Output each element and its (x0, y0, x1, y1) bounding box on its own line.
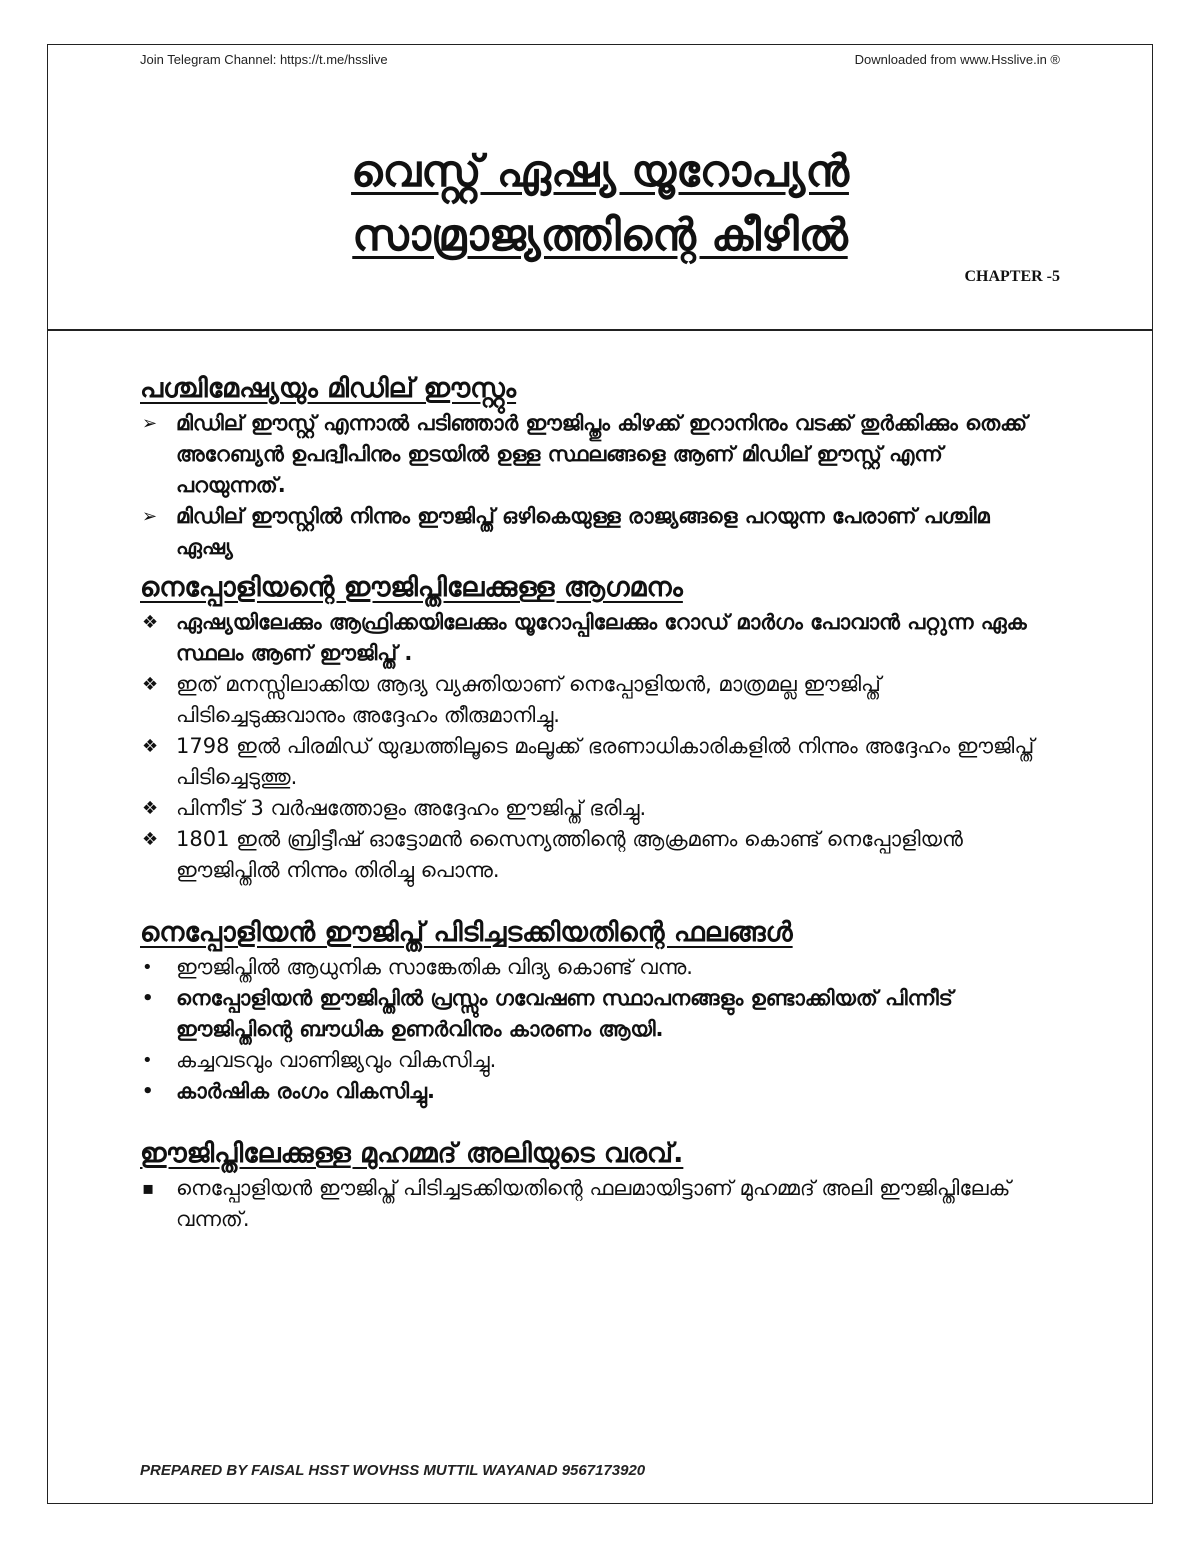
arrow-bullet-icon: ➢ (142, 413, 158, 434)
diamond-bullet-icon: ❖ (142, 674, 159, 695)
section-list-west-asia (140, 408, 1040, 563)
section-list-napoleon-results (140, 952, 1040, 1107)
dot-bullet-icon: • (142, 1050, 153, 1071)
list-item: ❖ ഏഷ്യയിലേക്കും ആഫ്രിക്കയിലേക്കും യൂറോപ്പിലേക്കും റോഡ് മാർഗം പോവാൻ പറ്റുന്ന ഏക സ്ഥലം ആണ് ഈജിപ്ത് . (140, 607, 1040, 669)
chapter-label: CHAPTER -5 (964, 268, 1060, 285)
arrow-bullet-icon: ➢ (142, 506, 158, 527)
section-list-napoleon-arrival (140, 607, 1040, 886)
list-item: ➢ മിഡില് ഈസ്റ്റിൽ നിന്നും ഈജിപ്ത് ഒഴികെയുള്ള രാജ്യങ്ങളെ പറയുന്ന പേരാണ് പശ്ചിമ ഏഷ്യ (140, 501, 1040, 563)
title-line-2: സാമ്രാജ്യത്തിന്റെ കീഴിൽ (352, 210, 848, 261)
list-item: ➢ മിഡില് ഈസ്റ്റ് എന്നാൽ പടിഞ്ഞാർ ഈജിപ്തും കിഴക്ക് ഇറാനിനും വടക്ക് തുർക്കിക്കും തെക്ക് അറേബ്യൻ ഉപദ്വീപിനും ഇടയിൽ ഉള്ള സ്ഥലങ്ങളെ ആണ് മിഡില് ഈസ്റ്റ് എന്ന് പറയുന്നത്. (140, 408, 1040, 501)
list-item: • കാർഷിക രംഗം വികസിച്ചു. (140, 1076, 1040, 1107)
document-body (140, 370, 1040, 1235)
list-item: • കച്ചവടവും വാണിജ്യവും വികസിച്ചു. (140, 1045, 1040, 1076)
dot-bullet-icon: • (142, 988, 154, 1009)
title-line-1: വെസ്റ്റ് ഏഷ്യ യൂറോപ്യൻ (351, 146, 849, 197)
section-heading-muhammad-ali: ഈജിപ്തിലേക്കുള്ള മുഹമ്മദ് അലിയുടെ വരവ്. (140, 1138, 684, 1169)
download-source-text: Downloaded from www.Hsslive.in ® (854, 52, 1060, 67)
section-list-muhammad-ali (140, 1173, 1040, 1235)
page-title (100, 140, 1100, 268)
list-item: ❖ 1798 ഇൽ പിരമിഡ് യുദ്ധത്തിലൂടെ മംലൂക്ക് ഭരണാധികാരികളിൽ നിന്നും അദ്ദേഹം ഈജിപ്ത് പിടിച്ചെടുത്തു. (140, 731, 1040, 793)
section-heading-napoleon-arrival: നെപ്പോളിയന്റെ ഈജിപ്തിലേക്കുള്ള ആഗമനം (140, 572, 683, 603)
telegram-channel-text: Join Telegram Channel: https://t.me/hsslive (140, 52, 388, 67)
prepared-by-footer: PREPARED BY FAISAL HSST WOVHSS MUTTIL WAYANAD 9567173920 (140, 1462, 646, 1479)
diamond-bullet-icon: ❖ (142, 829, 159, 850)
list-item: ▪ നെപ്പോളിയൻ ഈജിപ്ത് പിടിച്ചടക്കിയതിന്റെ ഫലമായിട്ടാണ് മുഹമ്മദ് അലി ഈജിപ്തിലേക് വന്നത്. (140, 1173, 1040, 1235)
diamond-bullet-icon: ❖ (142, 736, 159, 757)
list-item: ❖ 1801 ഇൽ ബ്രിട്ടീഷ് ഓട്ടോമൻ സൈന്യത്തിന്റെ ആക്രമണം കൊണ്ട് നെപ്പോളിയൻ ഈജിപ്തിൽ നിന്നും തിരിച്ചു പൊന്നു. (140, 824, 1040, 886)
dot-bullet-icon: • (142, 957, 153, 978)
diamond-bullet-icon: ❖ (142, 798, 159, 819)
section-heading-west-asia: പശ്ചിമേഷ്യയും മിഡില് ഈസ്റ്റും (140, 373, 517, 404)
list-item: • നെപ്പോളിയൻ ഈജിപ്തിൽ പ്രസ്സും ഗവേഷണ സ്ഥാപനങ്ങളും ഉണ്ടാക്കിയത് പിന്നീട് ഈജിപ്തിന്റെ ബൗധിക ഉണർവിനും കാരണം ആയി. (140, 983, 1040, 1045)
list-item: ❖ ഇത് മനസ്സിലാക്കിയ ആദ്യ വ്യക്തിയാണ് നെപ്പോളിയൻ, മാത്രമല്ല ഈജിപ്ത് പിടിച്ചെടുക്കുവാനും അദ്ദേഹം തീരുമാനിച്ചു. (140, 669, 1040, 731)
square-bullet-icon: ▪ (142, 1178, 155, 1199)
section-heading-napoleon-results: നെപ്പോളിയൻ ഈജിപ്ത് പിടിച്ചടക്കിയതിന്റെ ഫലങ്ങൾ (140, 917, 793, 948)
list-item: • ഈജിപ്തിൽ ആധുനിക സാങ്കേതിക വിദ്യ കൊണ്ട് വന്നു. (140, 952, 1040, 983)
dot-bullet-icon: • (142, 1081, 154, 1102)
diamond-bullet-icon: ❖ (142, 612, 159, 633)
list-item: ❖ പിന്നീട് 3 വർഷത്തോളം അദ്ദേഹം ഈജിപ്ത് ഭരിച്ചു. (140, 793, 1040, 824)
header-divider (47, 329, 1153, 331)
